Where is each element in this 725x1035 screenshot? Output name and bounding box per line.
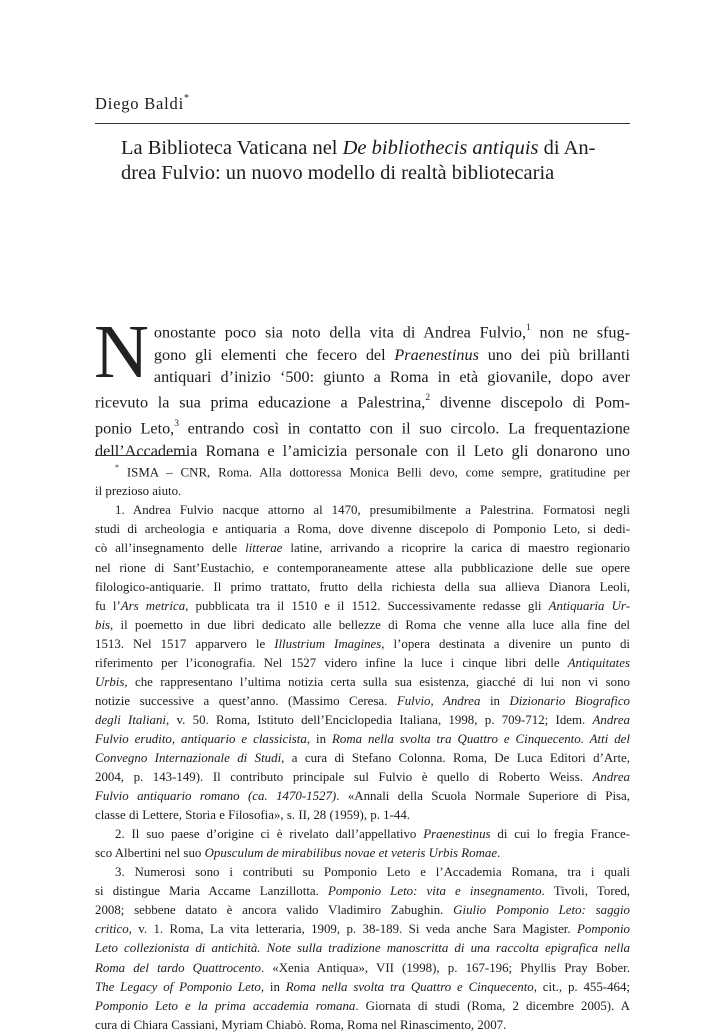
footnote-line: 1. Andrea Fulvio nacque attorno al 1470, presumibilmente a Palestrina. Formatosi negli (115, 503, 630, 518)
note-italic: Fulvio erudito, antiquario e classicista (95, 731, 307, 746)
note-italic: litterae (245, 541, 283, 556)
note-text: . Giornata di studi (Roma, 2 dicembre 2005). A (355, 998, 630, 1013)
note-text: fu l’ (95, 598, 121, 613)
footnote-line (95, 635, 630, 654)
note-italic: Pomponio Leto: vita e insegnamento (328, 884, 542, 899)
note-text: , v. 50. Roma, Istituto dell’Enciclopedia Italiana, 1998, p. 709-712; Idem. (166, 712, 593, 727)
note-italic: Ars metrica (120, 598, 186, 613)
footnote-line (95, 749, 630, 768)
note-text: sco Albertini nel suo (95, 846, 205, 861)
footnote-ref: 1 (526, 323, 531, 333)
footnote-line (95, 997, 630, 1016)
footnote-line (95, 597, 630, 616)
note-italic: The Legacy of Pomponio Leto (95, 979, 261, 994)
title-text: La Biblioteca Vaticana nel (121, 137, 343, 159)
note-italic: Opusculum de mirabilibus novae et veteris Urbis Romae (204, 846, 498, 861)
note-italic: Roma nella svolta tra Quattro e Cinquecento (285, 979, 534, 994)
note-italic: Roma nella svolta tra Quattro e Cinquecento. Atti del (332, 731, 630, 746)
body-line (95, 414, 630, 440)
note-text: notizie successive a quest’anno. (Massimo Ceresa. (95, 693, 397, 708)
footnote-line: cura di Chiara Cassiani, Myriam Chiabò. Roma, Roma nel Rinascimento, 2007. (95, 1017, 507, 1032)
note-italic: Illustrium Imagines (274, 636, 382, 651)
note-text: . Tivoli, Tored, (541, 884, 631, 899)
footnote-line (95, 844, 630, 863)
note-italic: Roma del tardo Quattrocento (95, 960, 261, 975)
note-italic: Convegno Internazionale di Studi (95, 751, 282, 765)
footnotes (95, 459, 630, 1035)
footnote-line (95, 978, 630, 997)
footnote-line: classe di Lettere, Storia e Filosofia», s. II, 28 (1959), p. 1-44. (95, 808, 411, 823)
author-name (95, 94, 189, 114)
note-text: , l’opera destinata a divenire un punto di (381, 636, 630, 651)
footnote-line (95, 882, 630, 901)
note-text: ISMA – CNR, Roma. Alla dottoressa Monica Belli devo, come sempre, gratitudine per (119, 465, 630, 480)
note-text: , che rappresentano l’ultima notizia certa sulla sua esistenza, giacché di lui non vi sono (124, 674, 630, 689)
title-line2: drea Fulvio: un nuovo modello di realtà bibliotecaria (121, 162, 555, 184)
footnote-line: il prezioso aiuto. (95, 484, 182, 499)
note-italic: Andrea (592, 770, 630, 785)
note-italic: Urbis (95, 674, 125, 689)
body-line: antiquari d’inizio ‘500: giunto a Roma in età giovanile, dopo aver (153, 367, 630, 386)
footnote-line (95, 692, 630, 711)
note-text: . (497, 846, 501, 861)
note-italic: Giulio Pomponio Leto: saggio (453, 903, 630, 918)
note-italic: Fulvio, Andrea (396, 693, 481, 708)
title-italic: De bibliothecis antiquis (342, 137, 539, 159)
note-text: , in (306, 731, 333, 746)
body-text: divenne discepolo di Pom- (430, 393, 630, 412)
footnote-line (95, 730, 630, 749)
body-text: gono gli elementi che fecero del (153, 345, 395, 364)
body-paragraph (94, 310, 630, 462)
note-italic: Fulvio antiquario romano (ca. 1470-1527) (95, 789, 337, 804)
note-italic: Antiquitates (567, 655, 630, 670)
note-text: 2004, p. 143-149). Il contributo principale sul Fulvio è quello di Roberto Weiss. (95, 770, 593, 785)
note-italic: Pomponio Leto e la prima accademia romana (95, 998, 356, 1013)
note-text: . «Xenia Antiqua», VII (1998), p. 167-196; Phyllis Pray Bober. (260, 960, 630, 975)
note-text: . «Annali della Scuola Normale Superiore di Pisa, (336, 789, 630, 804)
footnote-line (95, 920, 630, 939)
body-text: non ne sfug- (530, 323, 630, 342)
body-text: entrando così in contatto con il suo circolo. La frequentazione (178, 419, 630, 438)
note-italic: critico (95, 922, 129, 937)
author-footnote-mark: * (184, 92, 189, 104)
body-text: ponio Leto, (95, 419, 175, 438)
footnote-line: nel rione di Sant’Eustachio, e contemporaneamente attese alla pubblicazione delle sue opere (95, 560, 630, 575)
note-text: , il poemetto in due libri dedicato alle bellezze di Roma che venne alla luce alla fine del (110, 617, 630, 632)
note-italic: Praenestinus (423, 827, 491, 842)
footnote-ref: 3 (174, 418, 179, 429)
title-line1 (121, 136, 633, 161)
footnote-line: filologico-antiquarie. Il primo trattato, frutto della richiesta della sua allieva Dianora Leoli, (95, 579, 630, 594)
note-text: , cit., p. 455-464; (533, 979, 631, 994)
note-text: 2008; sebbene datato è ancora valido Vladimiro Zabughin. (95, 903, 454, 918)
body-line: dell’Accademia Romana e l’amicizia personale con il Leto gli donarono uno (95, 441, 630, 460)
note-text: , pubblicata tra il 1510 e il 1512. Successivamente redasse gli (185, 598, 549, 613)
body-text: onostante poco sia noto della vita di Andrea Fulvio, (153, 323, 526, 342)
footnote-line (95, 825, 630, 844)
note-text: latine, arrivando a ricoprire la carica di maestro regionario (282, 541, 630, 556)
body-line (95, 388, 630, 414)
footnote-line (95, 959, 630, 978)
title-text: di An- (538, 137, 596, 159)
note-italic: Dizionario Biografico (509, 693, 630, 708)
body-italic: Praenestinus (394, 345, 479, 364)
body-line (95, 318, 630, 344)
note-text: , a cura di Stefano Colonna. Roma, De Luca Editori d’Arte, (281, 751, 630, 765)
footnote-line (95, 654, 630, 673)
footnote-line (95, 939, 630, 958)
note-text: cò all’insegnamento delle (95, 541, 246, 556)
note-text: si distingue Maria Accame Lanzillotta. (95, 884, 329, 899)
body-line (95, 344, 630, 366)
drop-cap: N (94, 310, 149, 394)
footnote-line (95, 459, 630, 482)
footnote-line: 3. Numerosi sono i contributi su Pomponio Leto e l’Accademia Romana, tra i quali (115, 865, 630, 880)
footnote-line (95, 616, 630, 635)
footnote-ref: 2 (425, 393, 431, 404)
footnote-line (95, 901, 630, 920)
body-text: ricevuto la sua prima educazione a Palestrina, (95, 393, 426, 412)
header-rule (95, 123, 630, 124)
note-text: di cui lo fregia France- (490, 827, 630, 842)
author-name-text: Diego Baldi (95, 94, 184, 113)
note-italic: bis (95, 617, 111, 632)
note-text: 2. Il suo paese d’origine ci è rivelato dall’appellativo (115, 827, 424, 842)
footnote-line (95, 539, 630, 558)
note-italic: Pomponio (577, 922, 630, 937)
note-italic: degli Italiani (95, 712, 167, 727)
footnote-line (95, 787, 630, 806)
note-text: , v. 1. Roma, La vita letteraria, 1909, p. 38-189. Si veda anche Sara Magister. (128, 922, 577, 937)
note-italic: Leto collezionista di antichità. Note sulla tradizione manoscritta di una raccolta epigrafica nella (95, 941, 630, 956)
note-italic: Andrea (592, 712, 631, 727)
footnote-line (95, 673, 630, 692)
footnote-line: studi di archeologia e antiquaria a Roma, dove divenne discepolo di Pomponio Leto, si dedi- (95, 522, 630, 537)
footnote-rule (95, 455, 187, 456)
note-italic: Antiquaria Ur- (548, 598, 630, 613)
footnote-line (95, 711, 630, 730)
body-text: uno dei più brillanti (478, 345, 630, 364)
note-text: in (480, 693, 510, 708)
article-title (121, 136, 633, 186)
note-text: riferimento per l’iconografia. Nel 1527 videro infine la luce i cinque libri delle (95, 655, 568, 670)
footnote-mark: * (115, 463, 119, 472)
footnote-line (95, 768, 630, 787)
note-text: 1513. Nel 1517 apparvero le (95, 636, 275, 651)
note-text: , in (260, 979, 286, 994)
